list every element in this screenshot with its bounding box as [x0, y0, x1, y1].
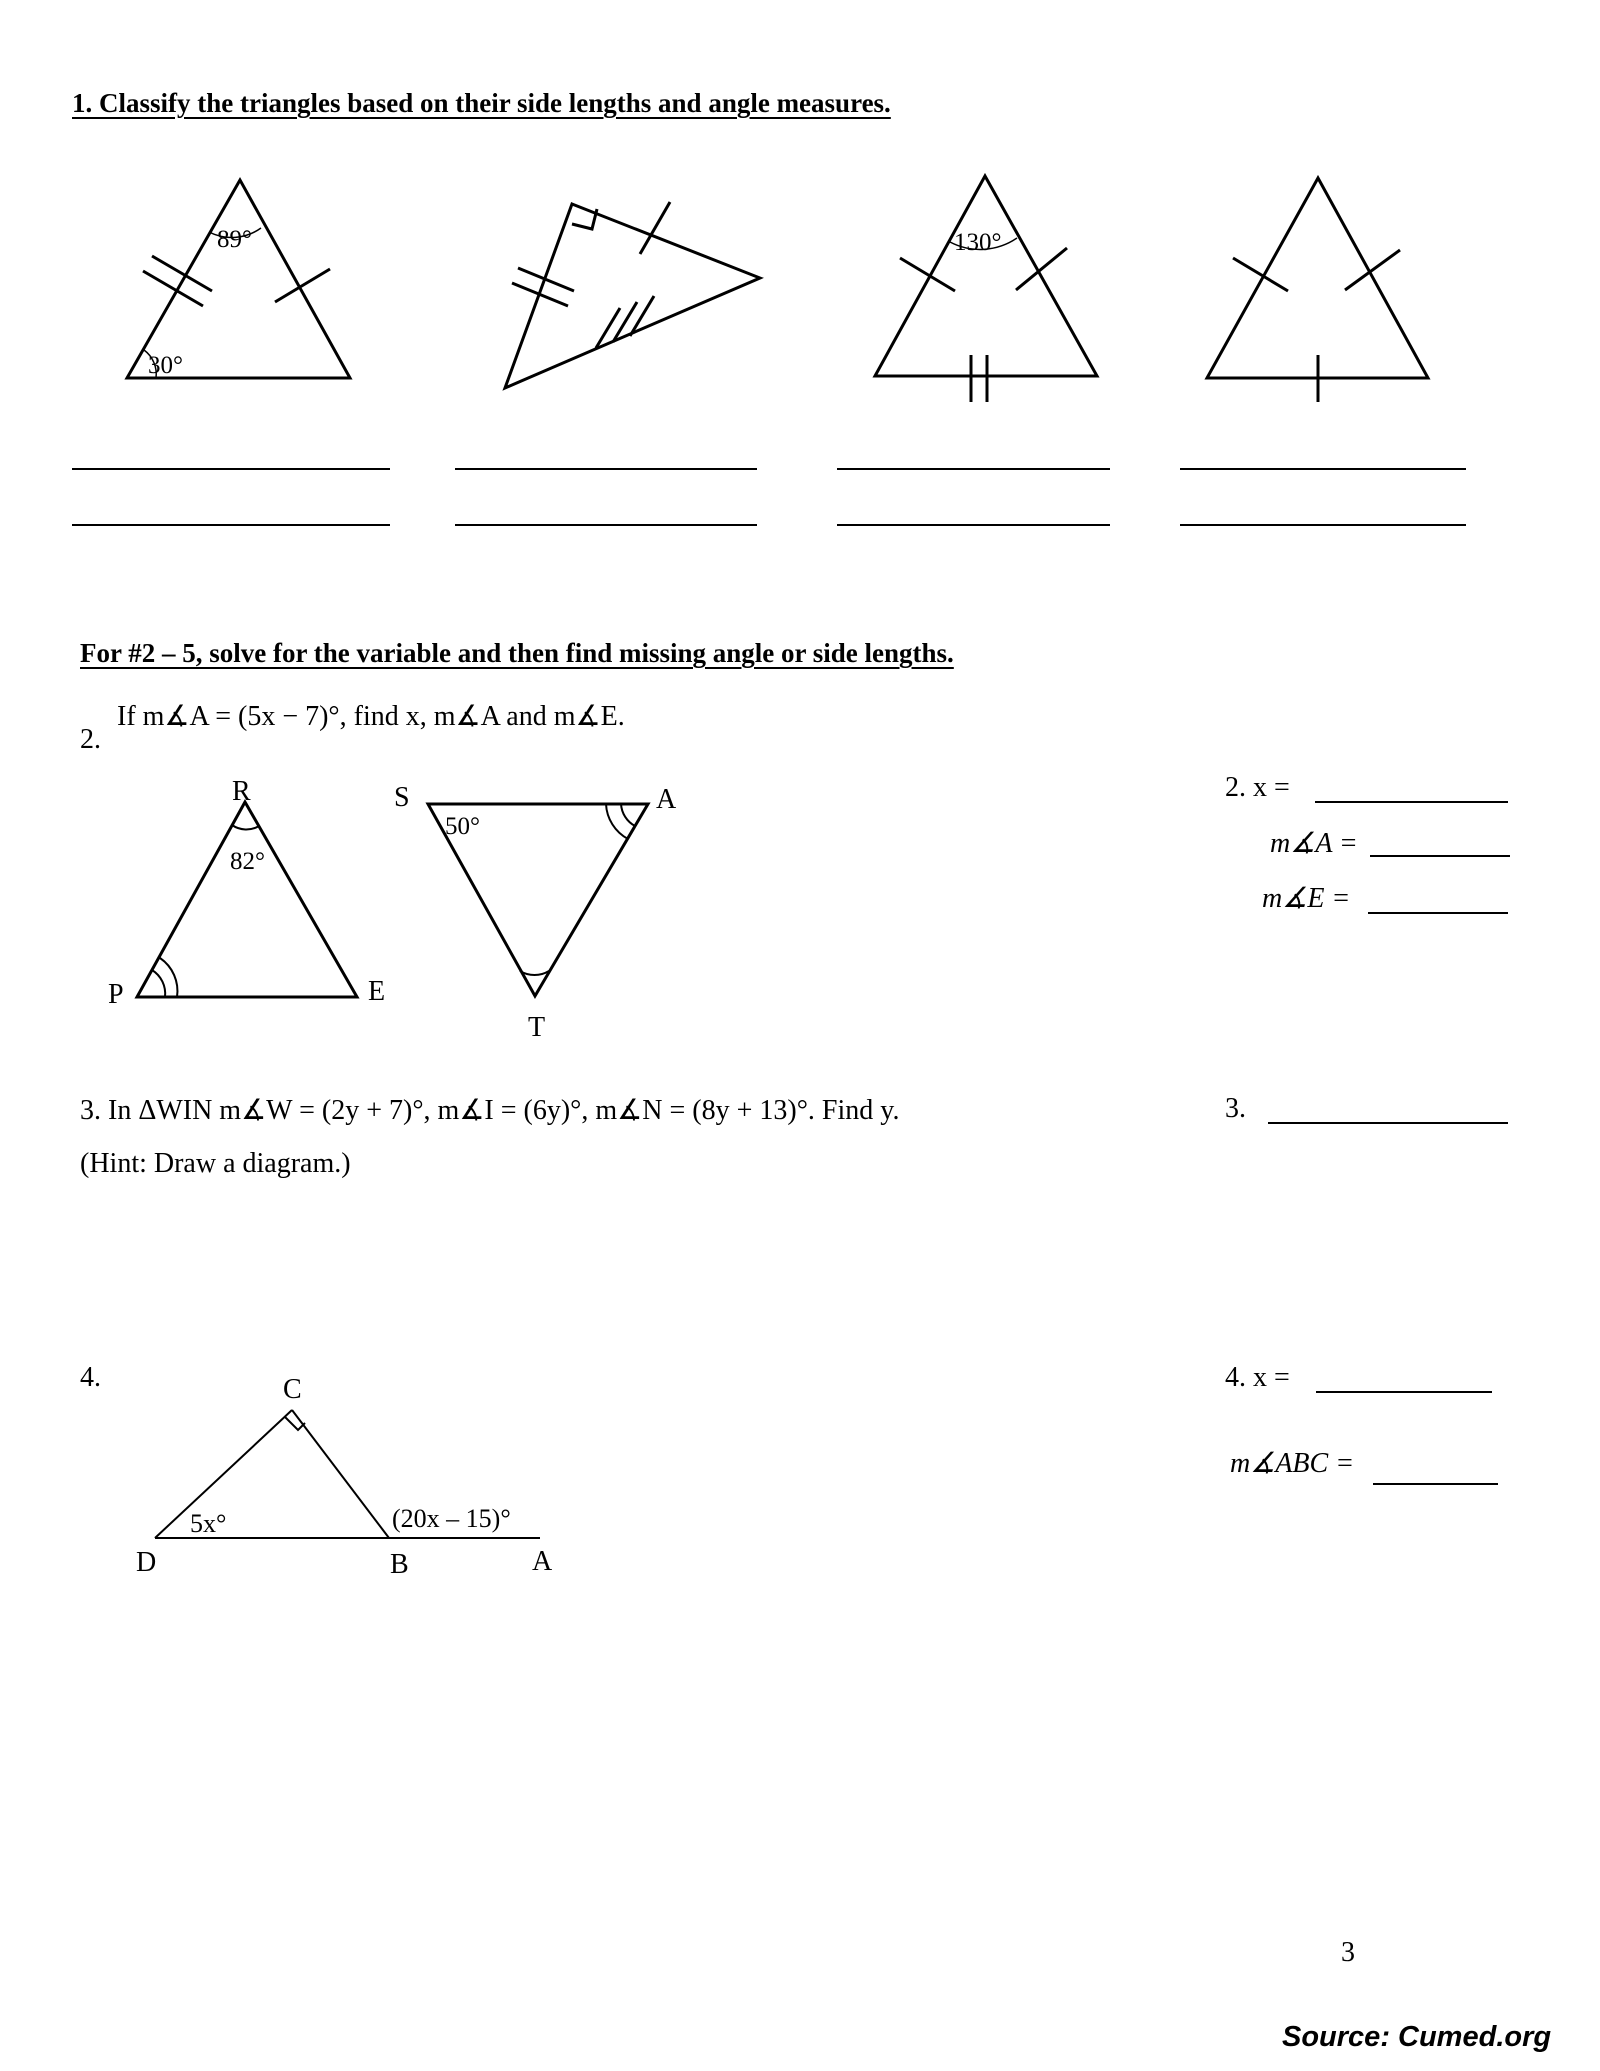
q4-number: 4. [80, 1362, 101, 1393]
q3-hint: (Hint: Draw a diagram.) [80, 1148, 351, 1179]
tri3-top-angle: 130° [954, 229, 1002, 256]
q2-prompt: If m∡A = (5x − 7)°, find x, m∡A and m∡E. [117, 701, 625, 732]
vertex-T: T [528, 1012, 546, 1043]
angle-B-label: (20x – 15)° [392, 1504, 511, 1533]
angle-D-label: 5x° [190, 1509, 227, 1538]
vertex-P: P [108, 979, 124, 1010]
vertex-R: R [232, 776, 251, 807]
q1-heading: 1. Classify the triangles based on their side lengths and angle measures. [72, 88, 891, 118]
q2-mA-label: m∡A = [1270, 828, 1358, 859]
vertex-S: S [394, 782, 410, 813]
tri1-top-angle: 89° [217, 226, 252, 253]
point-D: D [136, 1547, 157, 1578]
q2-mE-label: m∡E = [1262, 883, 1351, 914]
vertex-E: E [368, 976, 386, 1007]
q4-x-label: 4. x = [1225, 1362, 1290, 1393]
page-number: 3 [1341, 1937, 1355, 1968]
point-B: B [390, 1549, 409, 1580]
vertex-A: A [656, 784, 677, 815]
tri1-left-angle: 30° [148, 352, 183, 379]
instructions-heading: For #2 – 5, solve for the variable and then find missing angle or side lengths. [80, 638, 954, 668]
line-CB [292, 1410, 389, 1538]
q4-mABC-answer-line[interactable] [1373, 1483, 1498, 1485]
q3-answer-label: 3. [1225, 1093, 1246, 1124]
source-credit: Source: Cumed.org [1282, 2021, 1552, 2053]
q2-number: 2. [80, 724, 101, 755]
q4-mABC-label: m∡ABC = [1230, 1448, 1355, 1479]
q3-text: 3. In ΔWIN m∡W = (2y + 7)°, m∡I = (6y)°, m∡N = (8y + 13)°. Find y. [80, 1095, 900, 1126]
q4-x-answer-line[interactable] [1316, 1391, 1492, 1393]
point-A: A [532, 1546, 553, 1577]
angle-R-label: 82° [230, 848, 265, 875]
angle-S-label: 50° [445, 813, 480, 840]
q2-x-label: 2. x = [1225, 772, 1290, 803]
point-C: C [283, 1374, 302, 1405]
